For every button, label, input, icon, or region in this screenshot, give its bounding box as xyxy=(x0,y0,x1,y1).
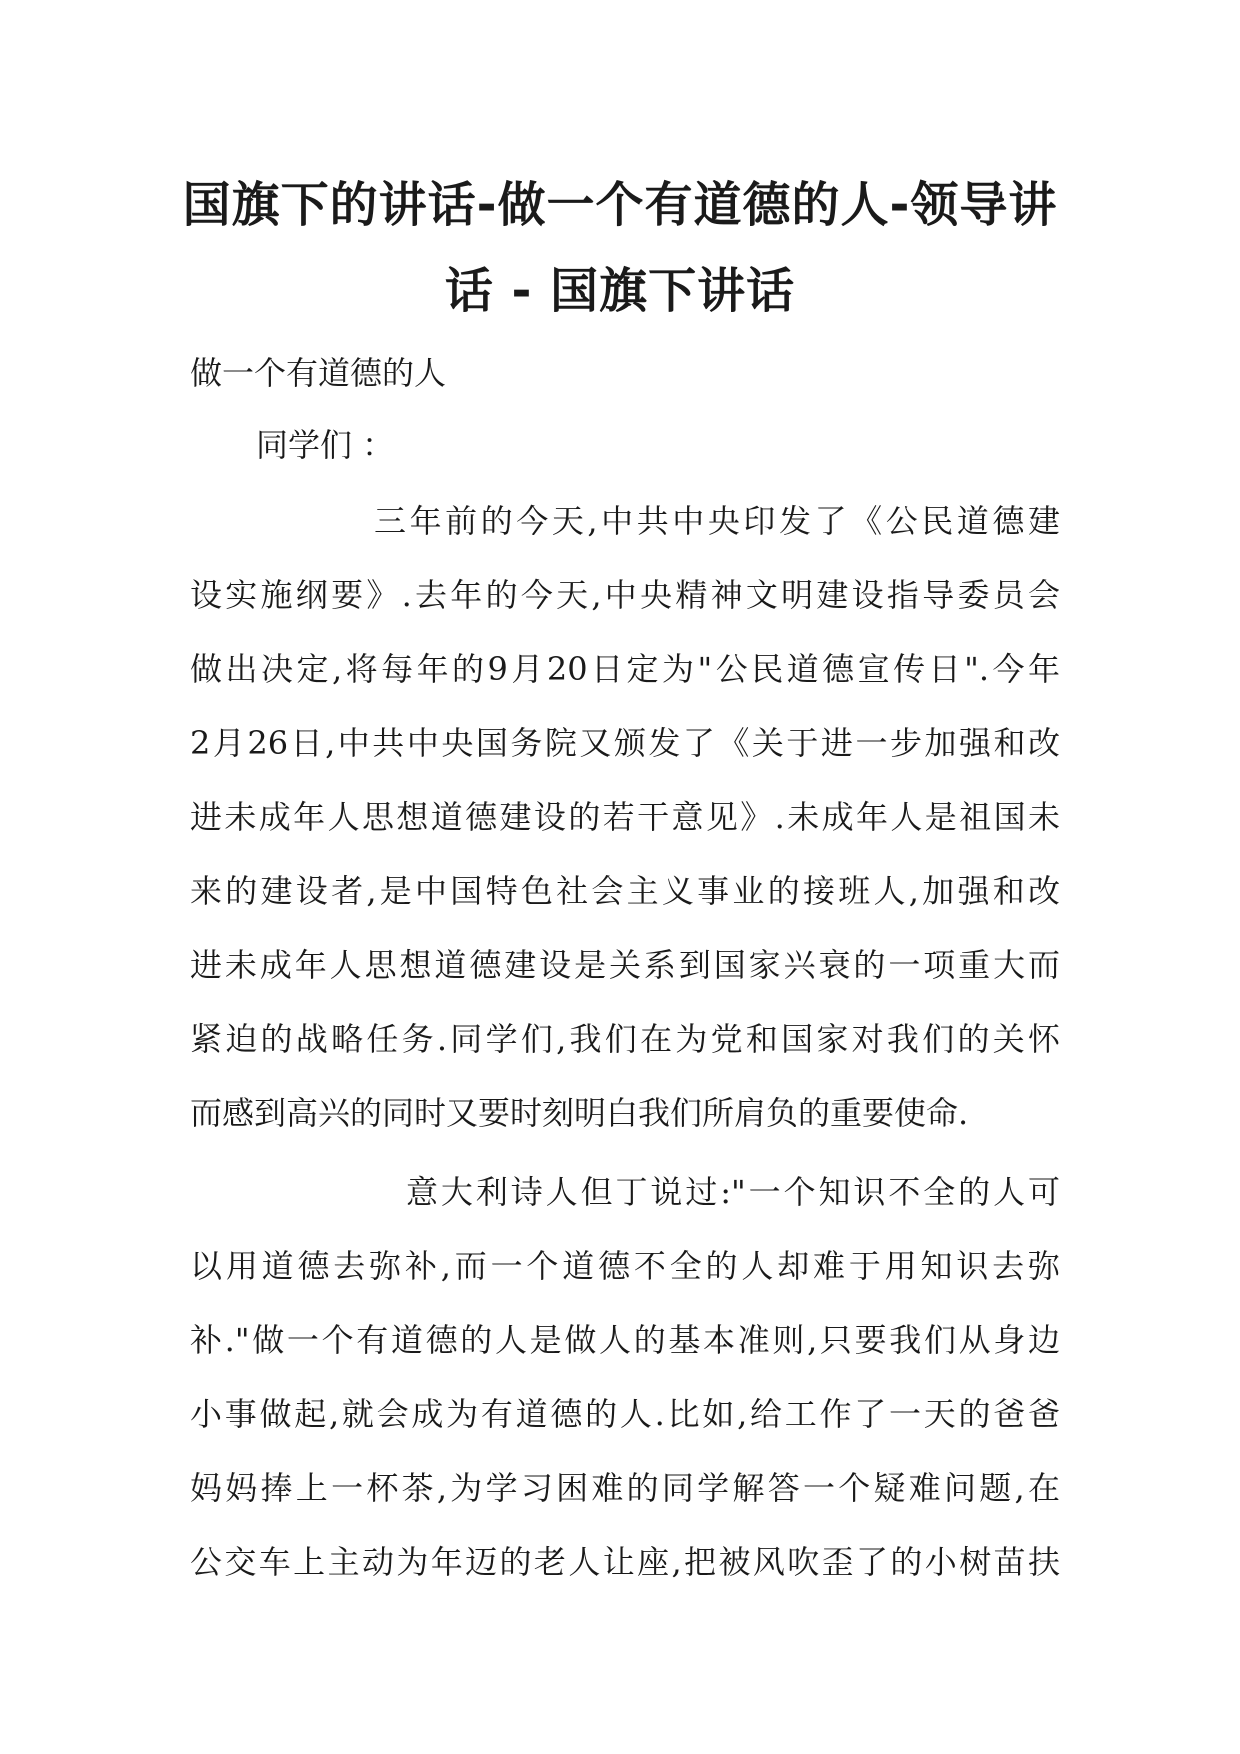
paragraph-1 xyxy=(190,484,1060,1150)
paragraph-line: 做出决定,将每年的9月20日定为"公民道德宣传日".今年 xyxy=(190,650,1060,688)
title-line: 话 - 国旗下讲话 xyxy=(444,263,796,319)
paragraph-line: 小事做起,就会成为有道德的人.比如,给工作了一天的爸爸 xyxy=(190,1395,1060,1433)
paragraph-line: 进未成年人思想道德建设是关系到国家兴衰的一项重大而 xyxy=(190,946,1060,984)
paragraph-line: 三年前的今天,中共中央印发了《公民道德建 xyxy=(374,502,1060,540)
speech-subtitle: 做一个有道德的人 xyxy=(190,354,447,392)
paragraph-line: 设实施纲要》.去年的今天,中央精神文明建设指导委员会 xyxy=(190,576,1060,614)
paragraph-line: 公交车上主动为年迈的老人让座,把被风吹歪了的小树苗扶 xyxy=(190,1543,1060,1581)
title-line: 国旗下的讲话-做一个有道德的人-领导讲 xyxy=(182,177,1058,233)
paragraph-2 xyxy=(190,1155,1060,1599)
paragraph-line: 妈妈捧上一杯茶,为学习困难的同学解答一个疑难问题,在 xyxy=(190,1469,1060,1507)
paragraph-line: 紧迫的战略任务.同学们,我们在为党和国家对我们的关怀 xyxy=(190,1020,1060,1058)
paragraph-line: 补."做一个有道德的人是做人的基本准则,只要我们从身边 xyxy=(190,1321,1060,1359)
paragraph-line: 以用道德去弥补,而一个道德不全的人却难于用知识去弥 xyxy=(190,1247,1060,1285)
speech-greeting: 同学们 ： xyxy=(256,426,395,464)
paragraph-line: 2月26日,中共中央国务院又颁发了《关于进一步加强和改 xyxy=(190,724,1060,762)
paragraph-line: 意大利诗人但丁说过:"一个知识不全的人可 xyxy=(406,1173,1060,1211)
paragraph-line: 进未成年人思想道德建设的若干意见》.未成年人是祖国未 xyxy=(190,798,1060,836)
paragraph-line: 而感到高兴的同时又要时刻明白我们所肩负的重要使命. xyxy=(190,1094,969,1132)
paragraph-line: 来的建设者,是中国特色社会主义事业的接班人,加强和改 xyxy=(190,872,1060,910)
document-title xyxy=(180,162,1060,334)
